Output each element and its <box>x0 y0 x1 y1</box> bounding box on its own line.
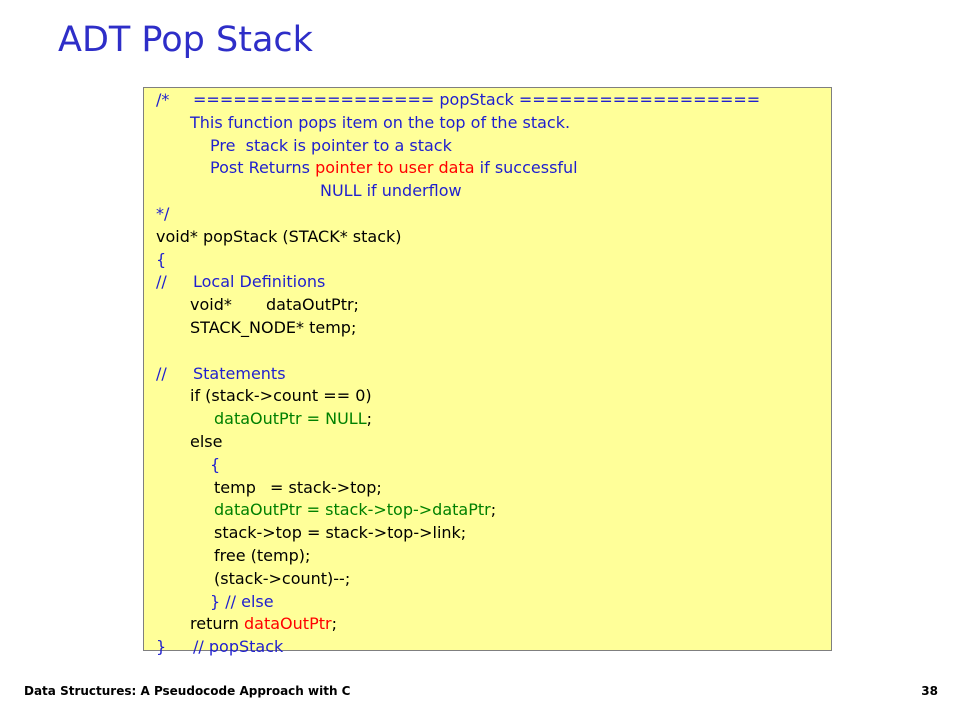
code-line <box>190 431 222 453</box>
code-line <box>214 545 310 567</box>
code-line <box>190 294 232 316</box>
code-token: dataOutPtr <box>244 614 332 634</box>
code-line <box>190 613 337 635</box>
code-line <box>156 89 169 111</box>
code-token: NULL if underflow <box>320 181 462 201</box>
code-token: pointer to user data <box>315 158 475 178</box>
code-token: Pre stack is pointer to a stack <box>210 135 452 155</box>
code-line <box>156 249 166 271</box>
code-line <box>320 180 462 202</box>
code-line <box>156 226 402 248</box>
code-line-continuation <box>193 636 283 658</box>
code-line-continuation <box>193 89 760 111</box>
code-token: { <box>210 454 221 474</box>
code-line <box>190 385 372 407</box>
code-line-continuation <box>193 271 325 293</box>
code-token: Local Definitions <box>193 272 326 292</box>
code-token: // <box>156 363 167 383</box>
code-line <box>214 477 256 499</box>
code-token: ================== popStack ================== <box>193 90 761 109</box>
code-token: else <box>190 432 223 451</box>
footer-book-title: Data Structures: A Pseudocode Approach with C <box>24 684 351 698</box>
code-token: free (temp); <box>214 546 311 565</box>
code-token: temp <box>214 477 256 497</box>
code-line <box>210 157 578 179</box>
code-line <box>214 499 496 521</box>
code-line <box>210 591 274 613</box>
code-line-continuation <box>193 363 286 385</box>
code-token: dataOutPtr = NULL <box>214 409 367 429</box>
code-line <box>210 135 452 157</box>
code-token: // <box>156 272 167 292</box>
code-token: (stack->count)--; <box>214 568 351 588</box>
code-token: { <box>156 249 167 269</box>
code-token: } <box>156 637 167 657</box>
code-line <box>214 522 466 544</box>
code-line <box>214 408 372 430</box>
code-token: void* <box>190 295 232 315</box>
code-line <box>156 271 167 293</box>
code-token: if successful <box>474 158 578 178</box>
slide-title: ADT Pop Stack <box>58 20 313 60</box>
code-token: ; <box>366 409 373 429</box>
code-token: dataOutPtr = stack->top->dataPtr <box>214 500 491 520</box>
code-token: Post Returns <box>210 158 316 178</box>
code-token: This function pops item on the top of the stack. <box>190 112 571 132</box>
code-token: ; <box>490 500 497 520</box>
code-token: if (stack->count == 0) <box>190 386 372 406</box>
code-line-continuation <box>266 294 359 316</box>
code-token: return <box>190 614 245 634</box>
code-token: ; <box>331 614 337 634</box>
code-token: dataOutPtr; <box>266 295 359 315</box>
code-token: /* <box>156 90 170 109</box>
code-token: stack->top = stack->top->link; <box>214 523 467 543</box>
code-token: // popStack <box>193 637 284 657</box>
code-token: = stack->top; <box>270 477 382 497</box>
code-token: */ <box>156 204 170 223</box>
code-block <box>143 87 832 657</box>
code-line-continuation <box>270 477 382 499</box>
code-line <box>156 363 167 385</box>
code-token: void* popStack (STACK* stack) <box>156 226 402 246</box>
code-line <box>190 112 570 134</box>
code-line <box>156 203 169 225</box>
code-token: STACK_NODE* temp; <box>190 318 357 337</box>
code-token: Statements <box>193 363 286 383</box>
code-token: } // else <box>210 591 274 611</box>
code-line <box>156 636 166 658</box>
page-number: 38 <box>921 684 938 698</box>
code-line <box>214 568 350 590</box>
code-line <box>210 454 220 476</box>
code-line <box>190 317 356 339</box>
